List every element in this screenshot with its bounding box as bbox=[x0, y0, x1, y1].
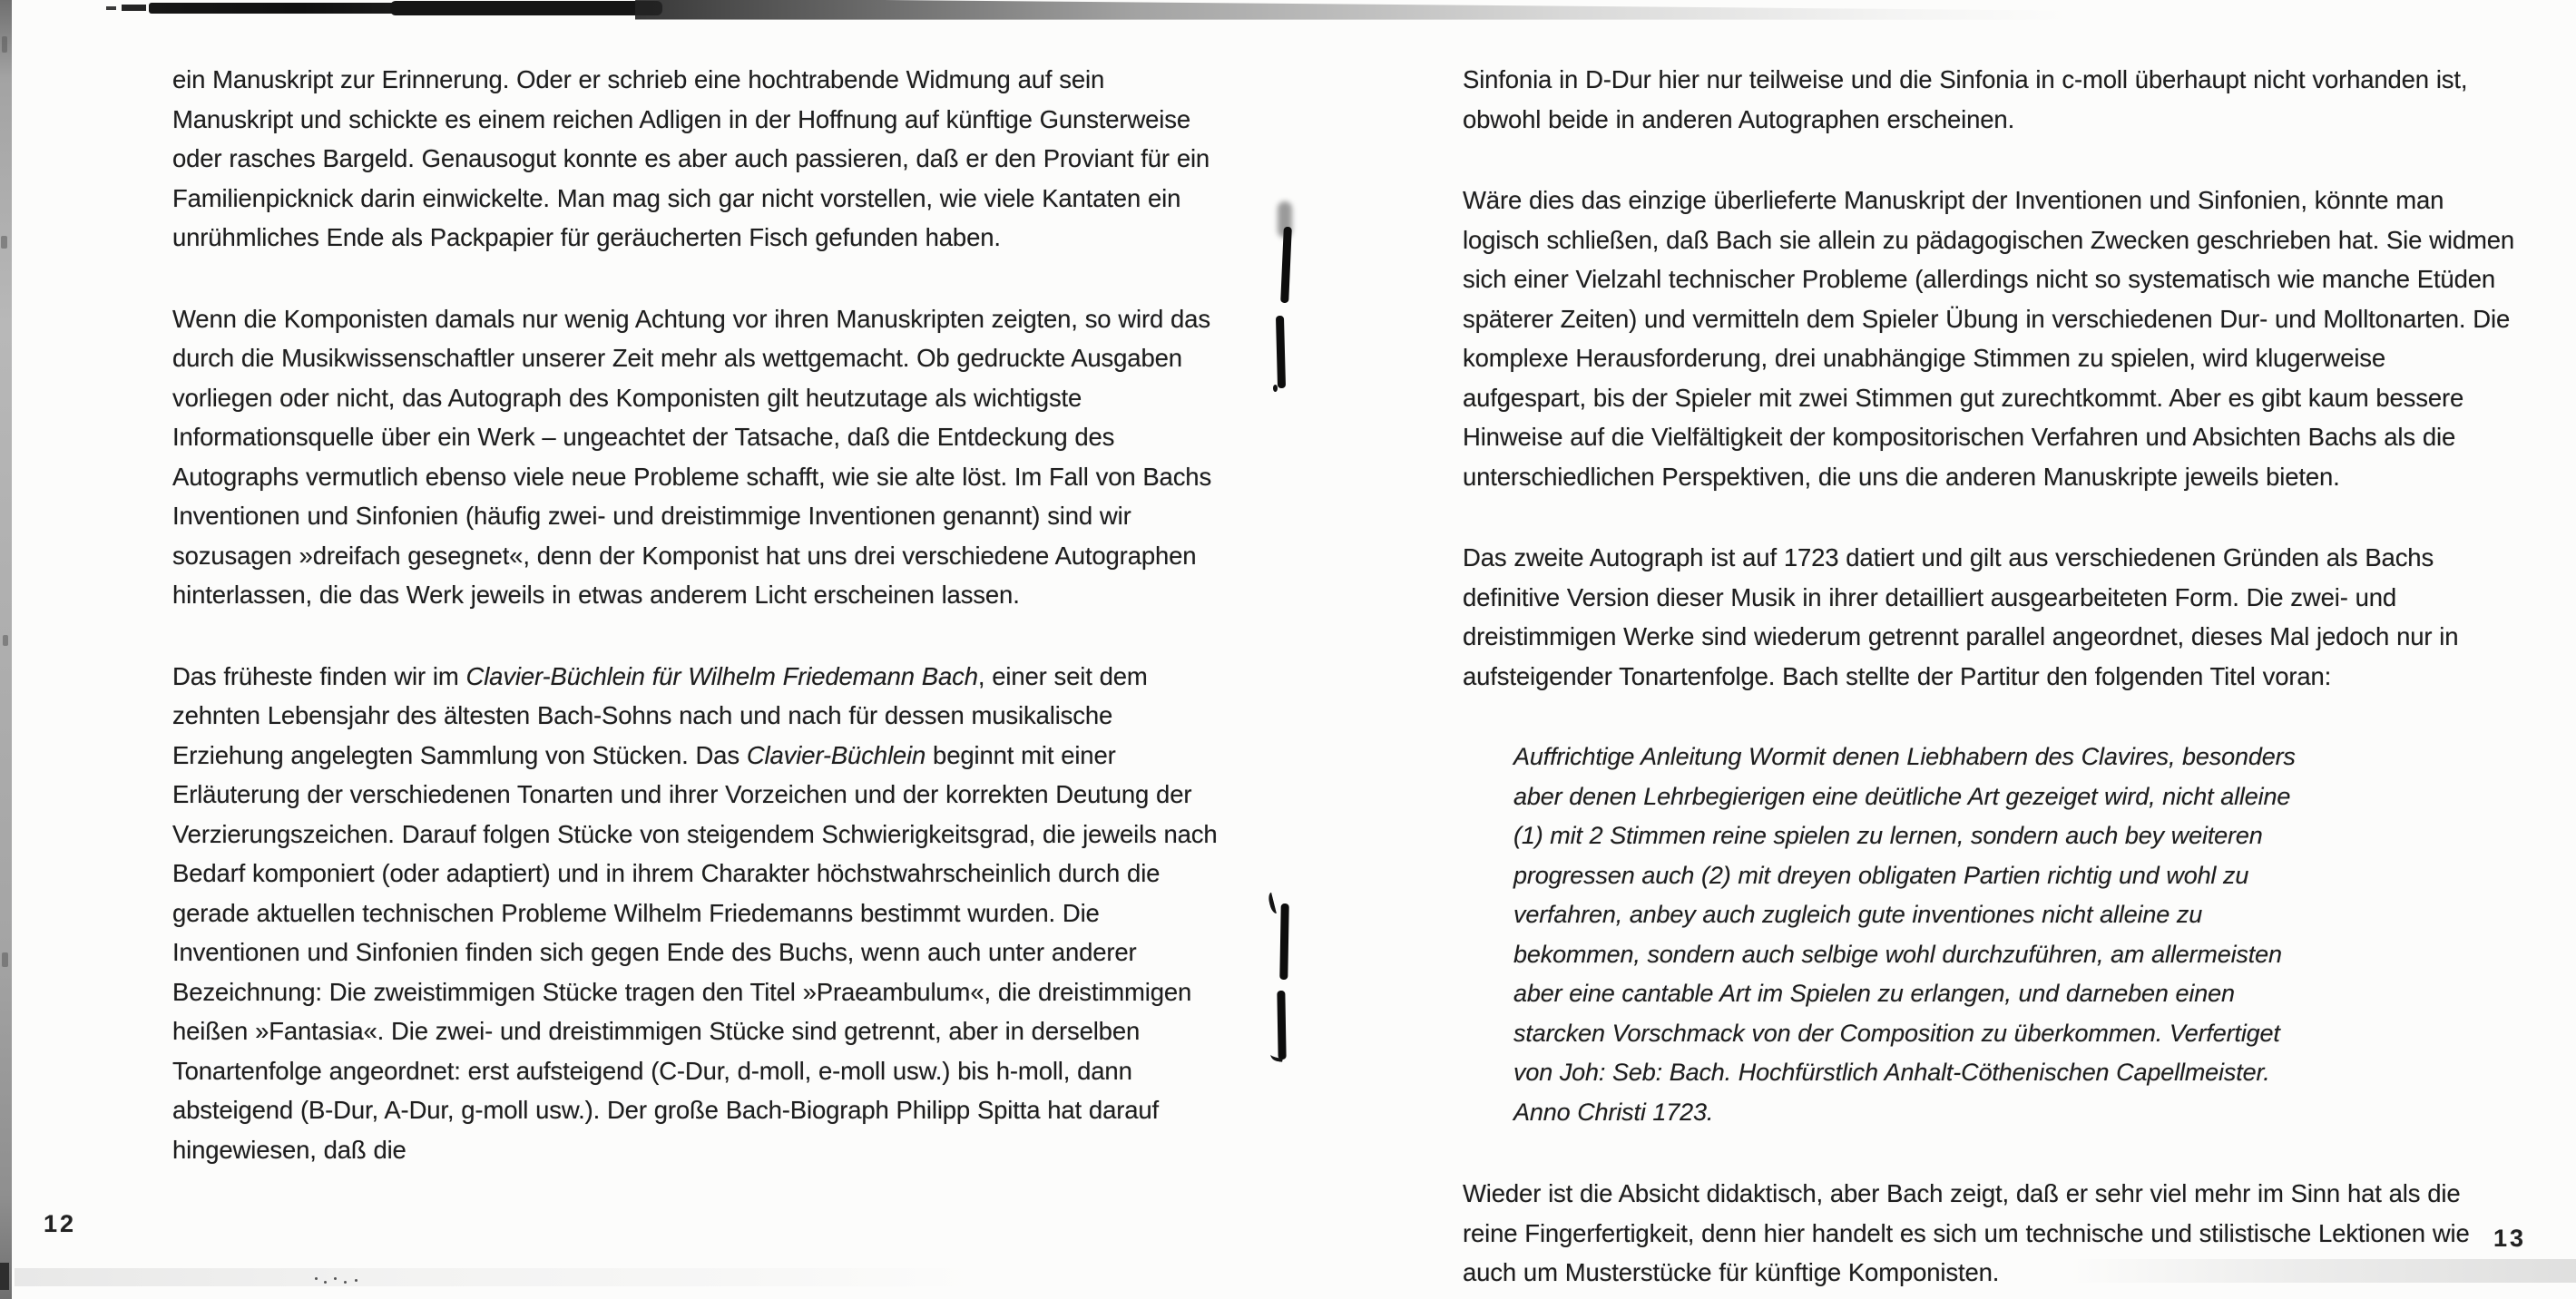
page-12-text-column bbox=[172, 60, 1218, 1211]
gutter-ink-mark bbox=[1280, 227, 1292, 303]
paragraph: Das früheste finden wir im Clavier-Büchlein für Wilhelm Friedemann Bach, einer seit dem zehnten Lebensjahr des ältesten Bach-Sohns nach und nach für dessen musikalische Erziehung angelegten Sammlung von Stücken. Das Clavier-Büchlein beginnt mit einer Erläuterung der verschiedenen Tonarten und ihrer Vorzeichen und der korrekten Deutung der Verzierungszeichen. Darauf folgen Stücke von steigendem Schwierigkeitsgrad, die jeweils nach Bedarf komponiert (oder adaptiert) und in ihrem Charakter höchstwahrscheinlich durch die gerade aktuellen technischen Probleme Wilhelm Friedemanns bestimmt wurden. Die Inventionen und Sinfonien finden sich gegen Ende des Buchs, wenn auch unter anderer Bezeichnung: Die zweistimmigen Stücke tragen den Titel »Praeambulum«, die dreistimmigen heißen »Fantasia«. Die zwei- und dreistimmigen Stücke sind getrennt, aber in derselben Tonartenfolge angeordnet: erst aufsteigend (C-Dur, d-moll, e-moll usw.) bis h-moll, dann absteigend (B-Dur, A-Dur, g-moll usw.). Der große Bach-Biograph Philipp Spitta hat darauf hingewiesen, daß die bbox=[172, 661, 1218, 1164]
gutter-ink-dot bbox=[1273, 385, 1278, 392]
gutter-ink-hook bbox=[1269, 1051, 1283, 1062]
scan-edge-nub bbox=[0, 1263, 9, 1290]
scan-edge-strip bbox=[0, 0, 12, 1299]
page-number-left: 12 bbox=[44, 1210, 77, 1237]
scan-bottom-speck bbox=[324, 1281, 327, 1284]
paragraph: Wäre dies das einzige überlieferte Manuskript der Inventionen und Sinfonien, könnte man logisch schließen, daß Bach sie allein zu pädagogischen Zwecken geschrieben hat. Sie widmen sich einer Vielzahl technischer Probleme (allerdings nicht so systematisch wie manche Etüden späterer Zeiten) und vermitteln dem Spieler Übung in verschiedenen Dur- und Molltonarten. Die komplexe Herausforderung, drei unabhängige Stimmen zu spielen, wird klugerweise aufgespart, bis der Spieler mit zwei Stimmen gut zurechtkommt. Aber es gibt kaum bessere Hinweise auf die Vielfältigkeit der kompositorischen Verfahren und Absichten Bachs als die unterschiedlichen Perspektiven, die uns die anderen Manuskripte jeweils bieten. bbox=[1463, 186, 2515, 491]
scan-edge-speck bbox=[2, 36, 7, 53]
scan-top-smudge-lump bbox=[390, 1, 662, 15]
scan-edge-speck bbox=[2, 952, 8, 967]
gutter-ink-mark bbox=[1277, 991, 1286, 1060]
scan-edge-speck bbox=[3, 635, 8, 646]
scan-bottom-speck bbox=[344, 1281, 347, 1284]
gutter-ink-mark bbox=[1276, 316, 1286, 388]
scan-top-dash bbox=[122, 5, 146, 11]
page-13-text-column bbox=[1463, 60, 2515, 1299]
paragraph: ein Manuskript zur Erinnerung. Oder er schrieb eine hochtrabende Widmung auf sein Manuskript und schickte es einem reichen Adligen in der Hoffnung auf künftige Gunsterweise oder rasches Bargeld. Genausogut konnte es aber auch passieren, daß er den Proviant für ein Familienpicknick darin einwickelte. Man mag sich gar nicht vorstellen, wie viele Kantaten ein unrühmliches Ende als Packpapier für geräucherten Fisch gefunden haben. bbox=[172, 65, 1210, 251]
scan-edge-speck bbox=[1, 236, 7, 249]
scan-bottom-speck bbox=[334, 1277, 337, 1280]
scan-bottom-band bbox=[15, 1268, 976, 1286]
gutter-ink-mark bbox=[1279, 903, 1288, 980]
scan-bottom-speck bbox=[315, 1277, 318, 1280]
paragraph: Wieder ist die Absicht didaktisch, aber Bach zeigt, daß er sehr viel mehr im Sinn hat als die reine Fingerfertigkeit, denn hier handelt es sich um technische und stilistische Lektionen wie auch um Musterstücke für künftige Komponisten. bbox=[1463, 1179, 2470, 1286]
paragraph: Sinfonia in D-Dur hier nur teilweise und die Sinfonia in c-moll überhaupt nicht vorhanden ist, obwohl beide in anderen Autographen erscheinen. bbox=[1463, 65, 2468, 133]
scan-top-smudge-tail bbox=[635, 0, 2069, 25]
title-block-quote: Auffrichtige Anleitung Wormit denen Liebhabern des Clavires, besonders aber denen Lehrbegierigen eine deütliche Art gezeiget wird, nicht alleine (1) mit 2 Stimmen reine spielen zu lernen, sondern auch bey weiteren progressen auch (2) mit dreyen obligaten Partien richtig und wohl zu verfahren, anbey auch zugleich gute inventiones nicht alleine zu bekommen, sondern auch selbige wohl durchzuführen, am allermeisten aber eine cantable Art im Spielen zu erlangen, und darneben einen starcken Vorschmack von der Composition zu überkommen. Verfertiget von Joh: Seb: Bach. Hochfürstlich Anhalt-Cöthenischen Capellmeister. Anno Christi 1723. bbox=[1513, 743, 2296, 1126]
page-number-right: 13 bbox=[2493, 1225, 2527, 1252]
paragraph: Das zweite Autograph ist auf 1723 datiert und gilt aus verschiedenen Gründen als Bachs definitive Version dieser Musik in ihrer detailliert ausgearbeiteten Form. Die zwei- und dreistimmigen Werke sind wiederum getrennt parallel angeordnet, dieses Mal jedoch nur in aufsteigender Tonartenfolge. Bach stellte der Partitur den folgenden Titel voran: bbox=[1463, 543, 2459, 690]
paragraph: Wenn die Komponisten damals nur wenig Achtung vor ihren Manuskripten zeigten, so wird das durch die Musikwissenschaftler unserer Zeit mehr als wettgemacht. Ob gedruckte Ausgaben vorliegen oder nicht, das Autograph des Komponisten gilt heutzutage als wichtigste Informationsquelle über ein Werk – ungeachtet der Tatsache, daß die Entdeckung des Autographs vermutlich ebenso viele neue Probleme schafft, wie sie alte löst. Im Fall von Bachs Inventionen und Sinfonien (häufig zwei- und dreistimmige Inventionen genannt) sind wir sozusagen »dreifach gesegnet«, denn der Komponist hat uns drei verschiedene Autographen hinterlassen, die das Werk jeweils in etwas anderem Licht erscheinen lassen. bbox=[172, 304, 1212, 609]
scan-top-dash bbox=[106, 6, 116, 10]
scan-bottom-speck bbox=[355, 1279, 358, 1282]
